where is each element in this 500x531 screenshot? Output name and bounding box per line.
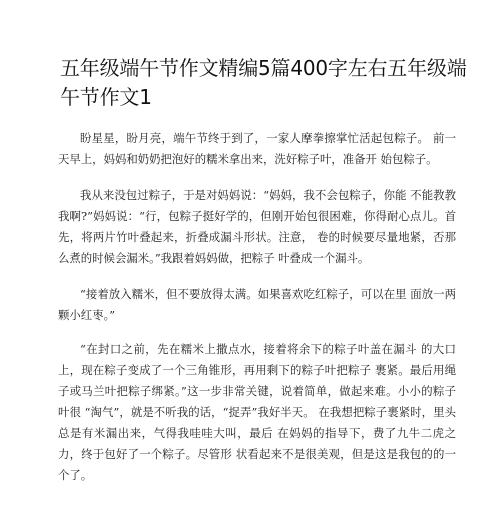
paragraph-3: “接着放入糯米，但不要放得太满。如果喜欢吃红粽子，可以在里 面放一两颗小红枣。”	[58, 287, 456, 322]
document-title: 五年级端午节作文精编5篇400字左右五年级端午节作文1	[60, 56, 467, 109]
paragraph-2: 我从来没包过粽子，于是对妈妈说：“妈妈，我不会包粽子，你能 不能教教我啊?”妈妈说：“行，包粽子挺好学的，但刚开始包很困难，你得耐心点儿。首先，将两片竹叶叠起来，折叠成漏斗形状。注意， 卷的时候要尽量地紧，否那么煮的时候会漏米。”我跟着妈妈做，把粽子 叶叠成一个漏斗。	[58, 188, 456, 265]
paragraph-1: 盼星星，盼月亮，端午节终于到了，一家人摩拳擦掌忙活起包粽子。 前一天早上，妈妈和奶奶把泡好的糯米拿出来，洗好粽子叶，准备开 始包粽子。	[58, 131, 456, 166]
document-body	[58, 128, 456, 501]
paragraph-4: “在封口之前，先在糯米上撒点水，接着将余下的粽子叶盖在漏斗 的大口上，现在粽子变成了一个三角锥形，再用剩下的粽子叶把粽子 裹紧。最后用绳子或马兰叶把粽子绑紧。”这一步非常关键，说着简单，做起来难。小小的粽子叶很 “淘气”，就是不听我的话，“捉弄”我好半天。 在我想把粽子裹紧时，里头总是有米漏出来，气得我哇哇大叫，最后 在妈妈的指导下，费了九牛二虎之力，终于包好了一个粽子。尽管形 状看起来不是很美观，但是这是我包的的一个了。	[58, 342, 456, 482]
